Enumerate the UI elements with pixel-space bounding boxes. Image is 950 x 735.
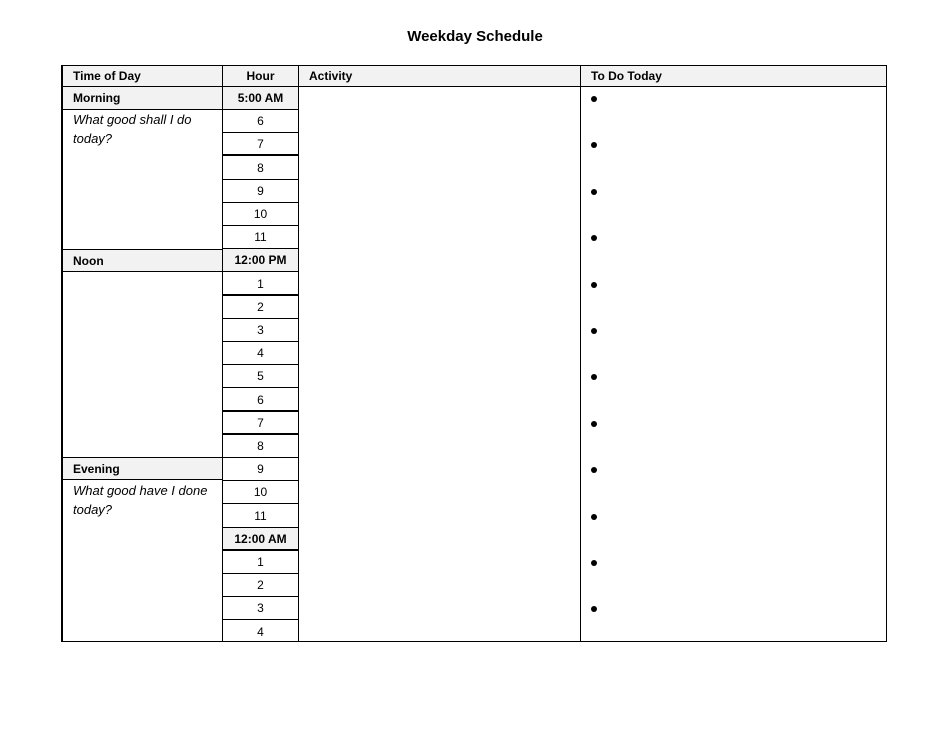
time-of-day-column [63, 66, 223, 641]
todo-bullet [591, 189, 597, 195]
todo-bullet [591, 282, 597, 288]
morning-note: What good shall I do today? [73, 112, 192, 146]
hour-cell: 8 [223, 157, 298, 180]
hour-cell: 11 [223, 505, 298, 528]
hour-cell: 12:00 AM [223, 528, 298, 551]
todo-bullet [591, 606, 597, 612]
todo-bullet [591, 421, 597, 427]
todo-bullet [591, 374, 597, 380]
hour-cell: 4 [257, 624, 264, 639]
todo-bullet [591, 235, 597, 241]
todo-bullet [591, 467, 597, 473]
hour-cell: 8 [223, 435, 298, 458]
morning-label: Morning [63, 87, 222, 110]
hour-cell: 3 [223, 319, 298, 342]
noon-label: Noon [63, 249, 222, 272]
hour-cell: 12:00 PM [223, 249, 298, 272]
hour-cell: 4 [223, 342, 298, 365]
hour-cell: 1 [223, 551, 298, 574]
evening-note: What good have I done today? [73, 483, 208, 517]
hour-header: Hour [223, 66, 298, 87]
todo-bullet [591, 96, 597, 102]
todo-bullet [591, 514, 597, 520]
todo-header: To Do Today [581, 66, 886, 87]
hour-cell: 1 [223, 273, 298, 296]
hour-cell: 7 [223, 133, 298, 156]
hour-cell: 2 [223, 296, 298, 319]
hour-cell: 6 [223, 389, 298, 412]
hour-column [223, 66, 299, 641]
hour-cell: 6 [223, 110, 298, 133]
hour-cell: 5:00 AM [223, 87, 298, 110]
todo-column [581, 66, 886, 641]
todo-bullet [591, 560, 597, 566]
hour-cell: 9 [223, 458, 298, 481]
todo-bullet [591, 142, 597, 148]
hour-cell: 11 [223, 226, 298, 249]
hour-cell: 9 [223, 180, 298, 203]
time-of-day-header: Time of Day [63, 66, 222, 87]
schedule-table [61, 65, 887, 642]
hour-cell: 3 [223, 597, 298, 620]
activity-column [299, 66, 581, 641]
hour-cell: 10 [223, 203, 298, 226]
todo-bullet [591, 328, 597, 334]
hour-cell: 2 [223, 574, 298, 597]
page-title: Weekday Schedule [407, 28, 543, 45]
activity-header: Activity [299, 66, 580, 87]
hour-cell: 5 [223, 365, 298, 388]
hour-cell: 7 [223, 412, 298, 435]
evening-label: Evening [63, 457, 222, 480]
hour-cell: 10 [223, 481, 298, 504]
